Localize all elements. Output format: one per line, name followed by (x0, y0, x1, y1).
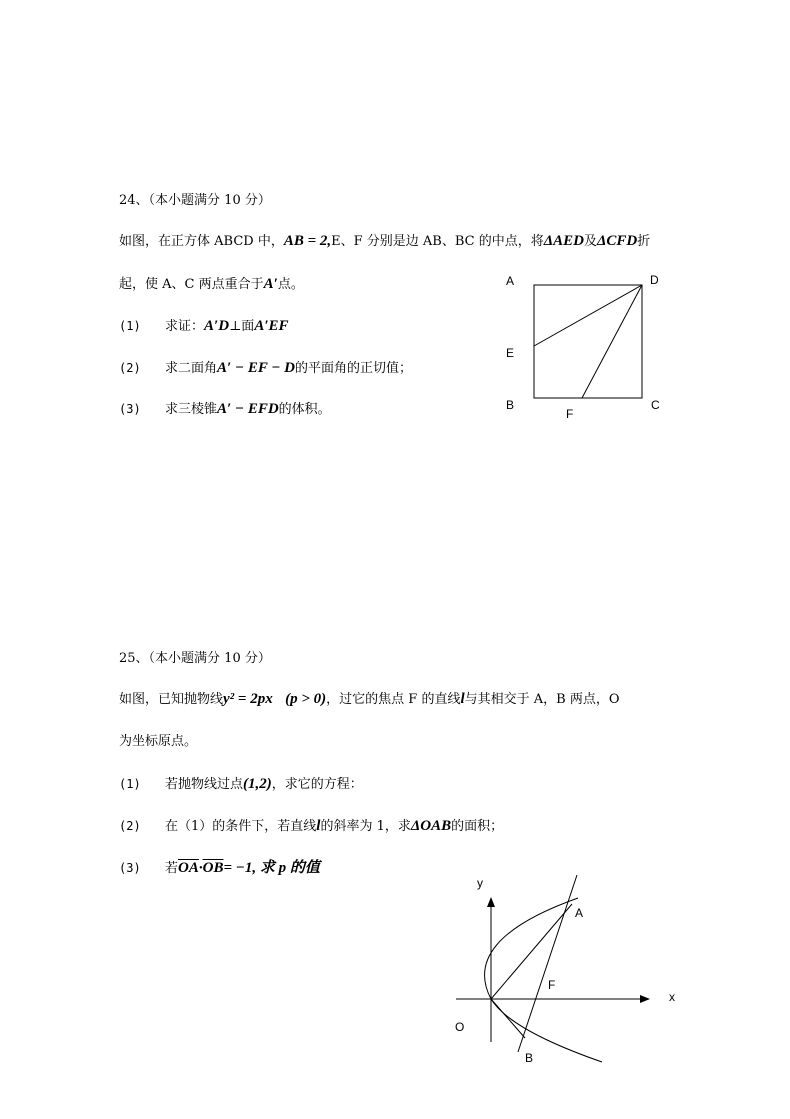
p24-item-3-math1: A′ − EFD (217, 401, 279, 417)
line-l (518, 875, 577, 1052)
p25-math-equation: y² = 2px (223, 691, 273, 707)
p24-item-1-pre: 求证： (165, 319, 205, 334)
p24-item-3-num: (3) (119, 402, 141, 416)
y-axis-arrow-icon (487, 897, 495, 907)
p25-item-3-pre: 若 (165, 861, 179, 876)
p25-item-1-pre: 若抛物线过点 (165, 777, 244, 792)
label-f25: F (548, 978, 556, 992)
parabola-curve (485, 898, 602, 1062)
label-y: y (477, 876, 483, 890)
p25-item-1-num: (1) (119, 777, 141, 791)
label-b25: B (525, 1051, 534, 1065)
p24-item-2-pre: 求二面角 (165, 361, 218, 376)
p25-math-l: l (460, 691, 465, 707)
p24-item-1-num: (1) (119, 319, 141, 333)
square-abcd (534, 285, 642, 398)
p24-intro-text1: 如图，在正方体 ABCD 中， (119, 234, 284, 249)
p25-item-3-num: (3) (119, 861, 141, 875)
label-b: B (506, 398, 515, 412)
p25-math-condition: (p > 0) (285, 691, 327, 707)
p24-intro-and: 及 (583, 234, 597, 249)
p25-item-2-pre: 在（1）的条件下，若直线 (165, 819, 317, 834)
p25-item-2-post: 的面积； (451, 819, 504, 834)
p25-intro-text3: 与其相交于 A，B 两点，O (464, 692, 620, 707)
p25-item-1 (119, 775, 363, 794)
p24-item-2-num: (2) (119, 361, 141, 375)
label-x: x (669, 990, 675, 1004)
p24-line2-text2: 点。 (277, 277, 304, 292)
p25-item-2 (119, 817, 503, 836)
p25-item-1-math1: (1,2) (243, 776, 272, 792)
p25-item-2-num: (2) (119, 819, 141, 833)
p24-math-triangle-cfd: ΔCFD (597, 233, 638, 249)
p24-math-a-prime: A′ (263, 276, 278, 292)
label-o: O (455, 1020, 465, 1034)
p25-item-3-post: = −1, 求 p 的值 (223, 860, 320, 876)
label-c: C (651, 398, 660, 412)
p25-item-3-vector-oa: $\overline{OA}$ (178, 860, 199, 876)
p25-item-2-mid: 的斜率为 1，求 (320, 819, 411, 834)
p24-item-1-math2: A′EF (254, 318, 289, 334)
problem25-header: 25、（本小题满分 10 分） (119, 651, 271, 666)
problem25-intro-line1 (119, 690, 620, 709)
p24-item-2-mid: 的平面角的正切值； (295, 361, 413, 376)
p24-line2-text1: 起，使 A、C 两点重合于 (119, 277, 264, 292)
segment-ob (491, 999, 525, 1038)
label-e: E (506, 346, 515, 360)
label-f: F (566, 407, 574, 421)
p24-intro-end: 折 (637, 234, 651, 249)
p25-item-1-mid: ，求它的方程： (271, 777, 363, 792)
p24-item-3-pre: 求三棱锥 (165, 402, 218, 417)
p25-item-3-vector-ob: $\overline{OB}$ (202, 860, 224, 876)
p25-item-2-math2: ΔOAB (410, 818, 452, 834)
problem25-intro-line2: 为坐标原点。 (119, 734, 198, 749)
label-d: D (650, 273, 659, 287)
p25-item-3-dot: · (198, 860, 203, 876)
p24-intro-text2: E、F 分别是边 AB、BC 的中点，将 (331, 234, 544, 249)
p25-item-3 (119, 859, 320, 878)
p24-item-3-mid: 的体积。 (278, 402, 331, 417)
p24-item-1-mid: ⊥面 (229, 319, 255, 334)
p25-intro-text2: ，过它的焦点 F 的直线 (326, 692, 461, 707)
label-a: A (506, 274, 515, 288)
p25-intro-text1: 如图，已知抛物线 (119, 692, 224, 707)
x-axis-arrow-icon (640, 995, 650, 1003)
p24-item-1-math1: A′D (204, 318, 230, 334)
p24-item-2-math1: A′ − EF − D (217, 360, 295, 376)
p24-math-triangle-aed: ΔAED (543, 233, 584, 249)
p25-item-2-math1: l (316, 818, 321, 834)
label-a25: A (575, 906, 584, 920)
problem24-header: 24、（本小题满分 10 分） (119, 193, 271, 208)
p24-math-ab: AB = 2, (283, 233, 332, 249)
